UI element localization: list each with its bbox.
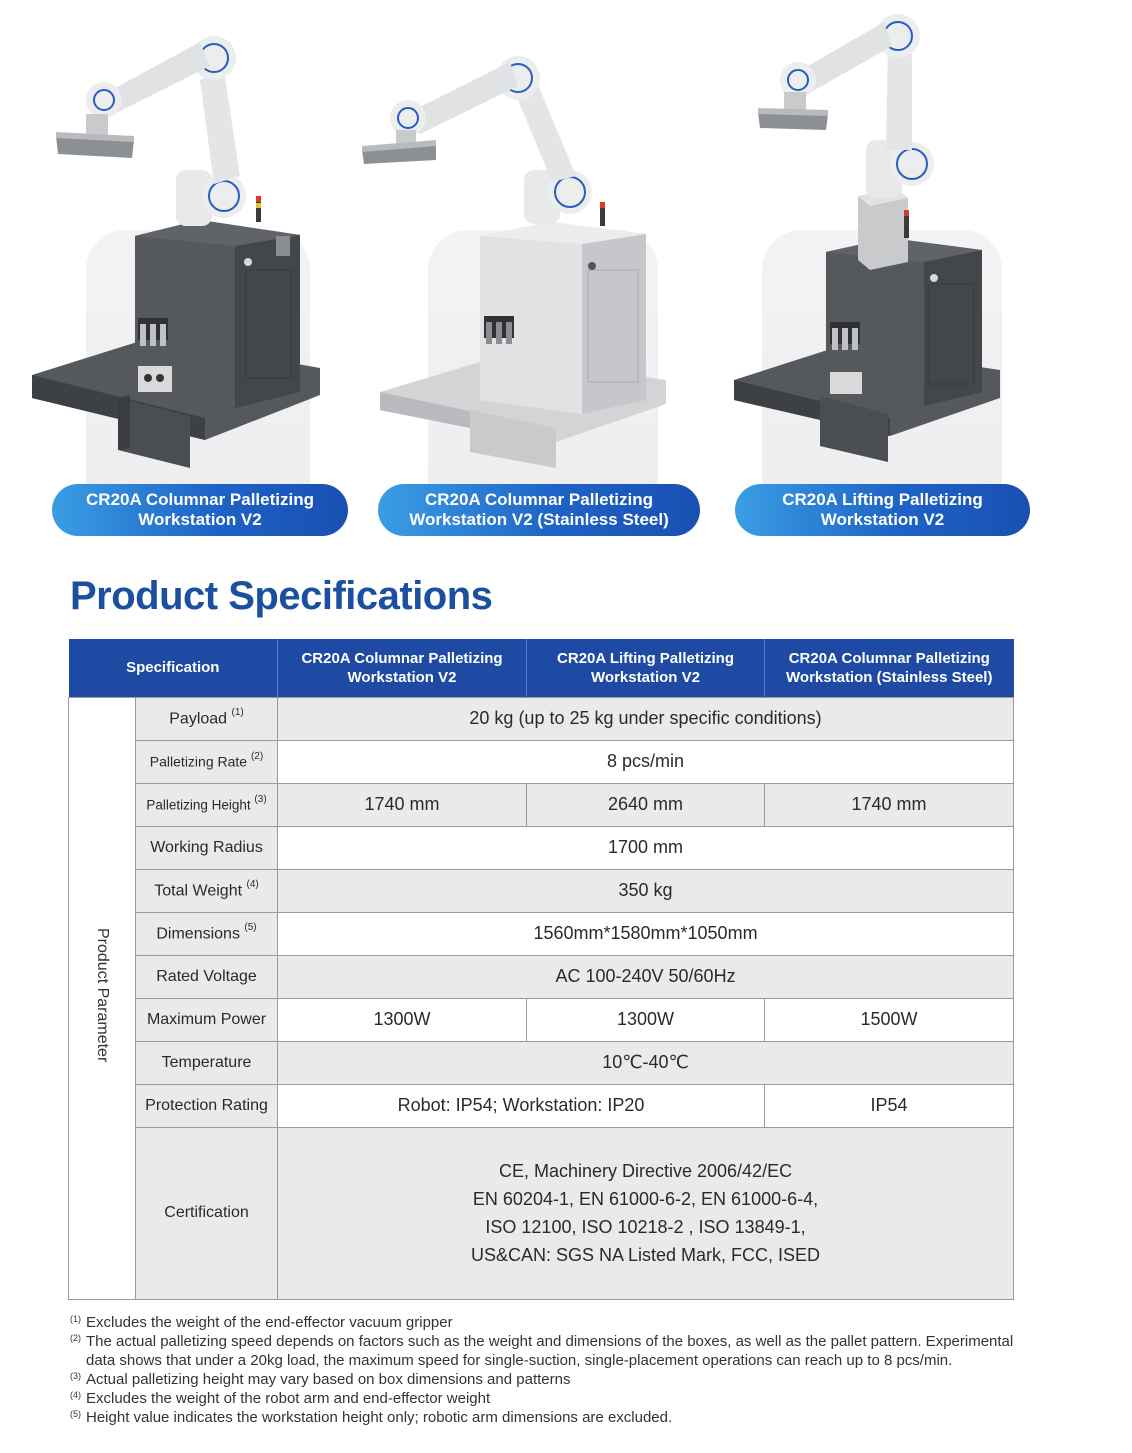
header-col-columnar: CR20A Columnar Palletizing Workstation V2 — [278, 639, 527, 697]
param-label: Dimensions $^{(5)}$ — [136, 912, 278, 955]
footnote: (2) The actual palletizing speed depends on factors such as the weight and dimensions of the boxes, as well as the pallet pattern. Experimental data shows that under a 20kg load, the maximum speed for single-suction, single-placement operations can reach up to 8 pcs/min. — [70, 1333, 1014, 1369]
param-label: Protection Rating — [136, 1084, 278, 1127]
table-row-payload — [69, 697, 1014, 740]
param-value: CE, Machinery Directive 2006/42/EC EN 60204-1, EN 61000-6-2, EN 61000-6-4, ISO 12100, ISO 10218-2 , ISO 13849-1, US&CAN: SGS NA Listed Mark, FCC, ISED — [278, 1127, 1014, 1299]
param-value: 1700 mm — [278, 826, 1014, 869]
footnotes — [70, 1313, 1030, 1427]
table-row-dimensions — [69, 912, 1014, 955]
footnote: (3) Actual palletizing height may vary based on box dimensions and patterns — [70, 1371, 571, 1388]
product-label-lifting: CR20A Lifting Palletizing Workstation V2 — [735, 484, 1030, 536]
param-label: Maximum Power — [136, 998, 278, 1041]
param-value: 350 kg — [278, 869, 1014, 912]
param-label: Rated Voltage — [136, 955, 278, 998]
param-value: 1740 mm — [765, 783, 1014, 826]
product-card-columnar — [0, 0, 380, 545]
table-row-height — [69, 783, 1014, 826]
table-row-voltage — [69, 955, 1014, 998]
product-card-stainless — [360, 0, 740, 545]
param-value: 1500W — [765, 998, 1014, 1041]
header-specification: Specification — [69, 639, 278, 697]
product-gallery — [0, 0, 1132, 545]
product-label-columnar: CR20A Columnar Palletizing Workstation V2 — [52, 484, 348, 536]
param-label: Total Weight $^{(4)}$ — [136, 869, 278, 912]
group-cell — [69, 697, 136, 1299]
param-value: Robot: IP54; Workstation: IP20 — [278, 1084, 765, 1127]
param-value: 20 kg (up to 25 kg under specific conditions) — [278, 697, 1014, 740]
param-value: 1300W — [527, 998, 765, 1041]
param-value: 1740 mm — [278, 783, 527, 826]
footnote: (5) Height value indicates the workstation height only; robotic arm dimensions are excluded. — [70, 1409, 673, 1426]
param-value: IP54 — [765, 1084, 1014, 1127]
table-row-weight — [69, 869, 1014, 912]
param-label: Certification — [136, 1127, 278, 1299]
param-value: 1560mm*1580mm*1050mm — [278, 912, 1014, 955]
table-row-protection — [69, 1084, 1014, 1127]
table-header-row — [69, 639, 1014, 697]
param-label: Palletizing Rate $^{(2)}$ — [136, 740, 278, 783]
table-row-radius — [69, 826, 1014, 869]
spec-table — [68, 639, 1014, 1300]
param-label: Palletizing Height $^{(3)}$ — [136, 783, 278, 826]
param-value: 10℃-40℃ — [278, 1041, 1014, 1084]
lifting-workstation-image — [720, 0, 1130, 480]
header-col-lifting: CR20A Lifting Palletizing Workstation V2 — [527, 639, 765, 697]
param-value: 2640 mm — [527, 783, 765, 826]
table-row-rate — [69, 740, 1014, 783]
group-label: Product Parameter — [94, 928, 111, 1063]
param-label: Temperature — [136, 1041, 278, 1084]
header-col-stainless: CR20A Columnar Palletizing Workstation (Stainless Steel) — [765, 639, 1014, 697]
param-label: Working Radius — [136, 826, 278, 869]
param-value: 1300W — [278, 998, 527, 1041]
table-row-certification — [69, 1127, 1014, 1299]
param-value: AC 100-240V 50/60Hz — [278, 955, 1014, 998]
param-label: Payload $^{(1)}$ — [136, 697, 278, 740]
product-card-lifting — [720, 0, 1130, 545]
table-row-temperature — [69, 1041, 1014, 1084]
section-title: Product Specifications — [70, 574, 493, 618]
columnar-workstation-image — [0, 0, 380, 480]
footnote: (1) Excludes the weight of the end-effector vacuum gripper — [70, 1314, 453, 1331]
footnote: (4) Excludes the weight of the robot arm and end-effector weight — [70, 1390, 491, 1407]
param-value: 8 pcs/min — [278, 740, 1014, 783]
product-label-stainless: CR20A Columnar Palletizing Workstation V2 (Stainless Steel) — [378, 484, 700, 536]
table-row-power — [69, 998, 1014, 1041]
stainless-workstation-image — [360, 0, 740, 480]
